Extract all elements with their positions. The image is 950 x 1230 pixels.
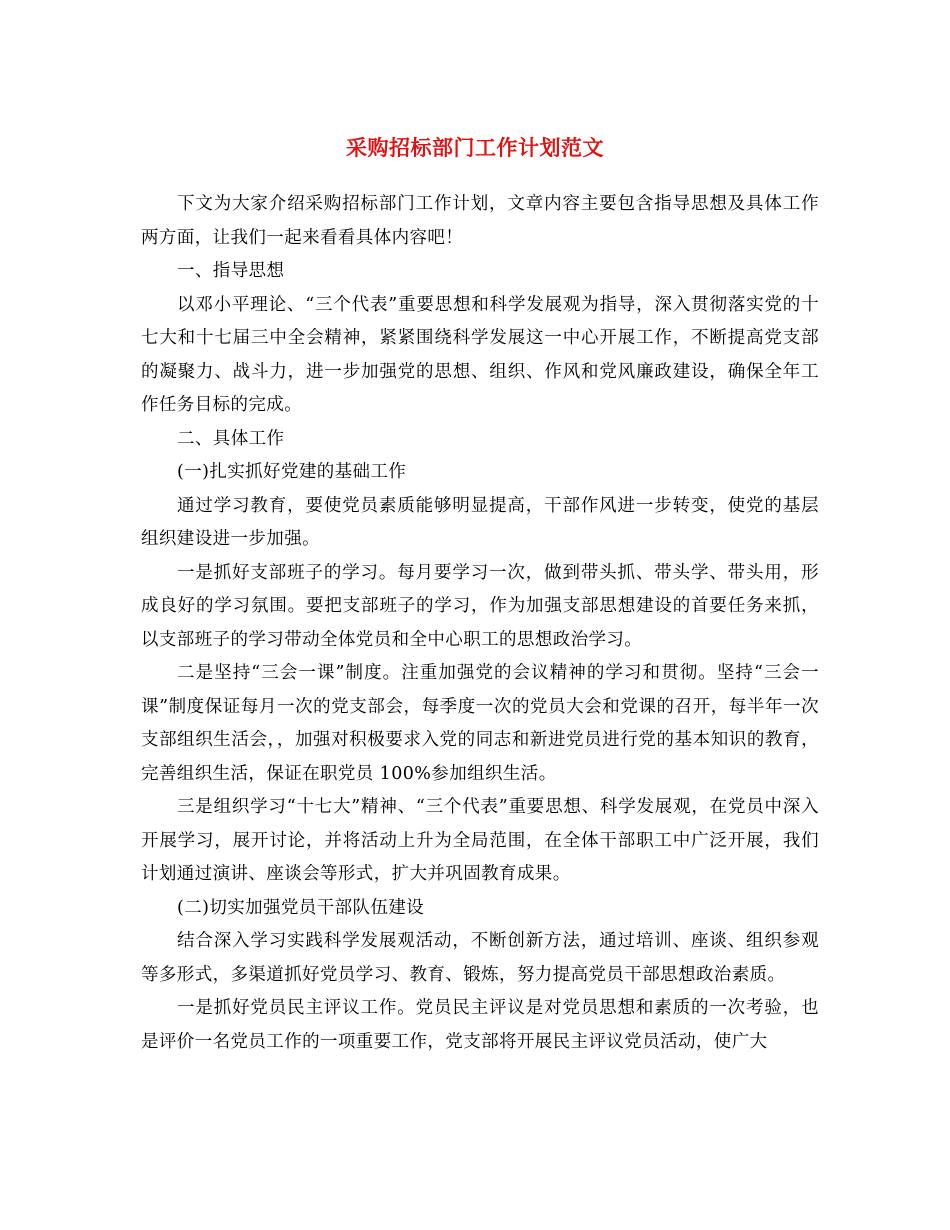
party-building-paragraph: 通过学习教育，要使党员素质能够明显提高，干部作风进一步转变，使党的基层组织建设进一步加强。: [141, 495, 819, 549]
item-three-paragraph: 三是组织学习“十七大”精神、“三个代表”重要思想、科学发展观，在党员中深入开展学习，展开讨论，并将活动上升为全局范围，在全体干部职工中广泛开展，我们计划通过演讲、座谈会等形式，扩大并巩固教育成果。: [141, 797, 819, 884]
document-title: 采购招标部门工作计划范文: [346, 136, 604, 161]
cadre-team-paragraph: 结合深入学习实践科学发展观活动，不断创新方法，通过培训、座谈、组织参观等多形式，多渠道抓好党员学习、教育、锻炼，努力提高党员干部思想政治素质。: [141, 931, 819, 985]
democratic-review-paragraph: 一是抓好党员民主评议工作。党员民主评议是对党员思想和素质的一次考验，也是评价一名党员工作的一项重要工作，党支部将开展民主评议党员活动，使广大: [141, 998, 819, 1052]
section-heading-guiding-thought: 一、指导思想: [177, 261, 285, 281]
guiding-thought-paragraph: 以邓小平理论、“三个代表”重要思想和科学发展观为指导，深入贯彻落实党的十七大和十七届三中全会精神，紧紧围绕科学发展这一中心开展工作，不断提高党支部的凝聚力、战斗力，进一步加强党的思想、组织、作风和党风廉政建设，确保全年工作任务目标的完成。: [141, 294, 819, 415]
intro-paragraph: 下文为大家介绍采购招标部门工作计划，文章内容主要包含指导思想及具体工作两方面，让我们一起来看看具体内容吧！: [141, 194, 819, 248]
item-one-paragraph: 一是抓好支部班子的学习。每月要学习一次，做到带头抓、带头学、带头用，形成良好的学习氛围。要把支部班子的学习，作为加强支部思想建设的首要任务来抓，以支部班子的学习带动全体党员和全中心职工的思想政治学习。: [141, 562, 819, 650]
item-two-paragraph: 二是坚持“三会一课”制度。注重加强党的会议精神的学习和贯彻。坚持“三会一课”制度保证每月一次的党支部会，每季度一次的党员大会和党课的召开，每半年一次支部组织生活会，，加强对积极要求入党的同志和新进党员进行党的基本知识的教育，完善组织生活，保证在职党员 100%参加组织生活。: [141, 663, 819, 784]
section-heading-specific-work: 二、具体工作: [177, 428, 285, 449]
document-body: [141, 188, 819, 1059]
subsection-heading-party-building: (一)扎实抓好党建的基础工作: [177, 462, 407, 482]
subsection-heading-cadre-team: (二)切实加强党员干部队伍建设: [177, 897, 425, 918]
